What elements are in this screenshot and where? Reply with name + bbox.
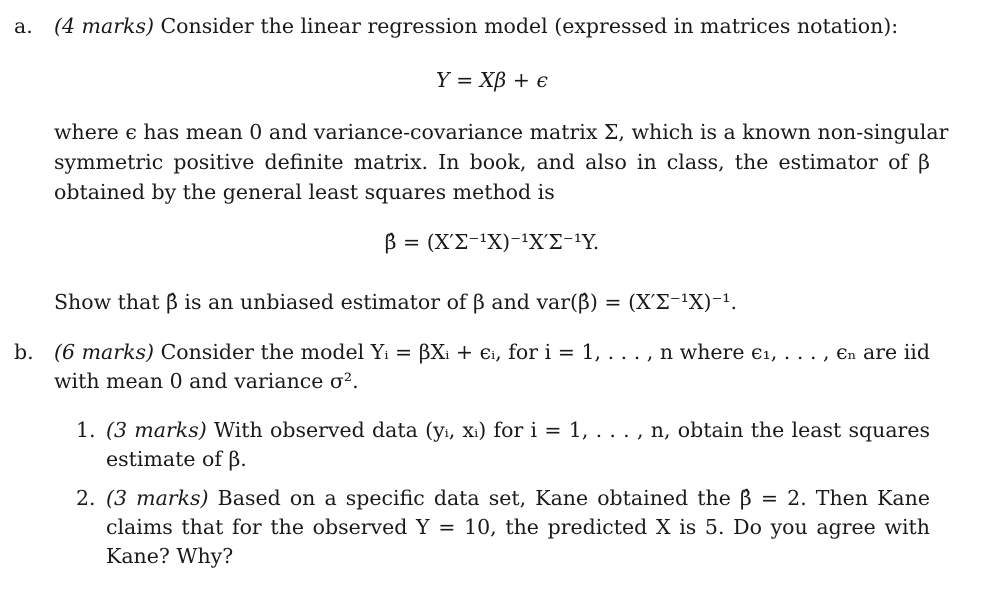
- item-2-text-1: Based on a specific data set, Kane obtained the β̂ = 2. Then Kane: [217, 486, 930, 510]
- item-2-line-2: claims that for the observed Y = 10, the predicted X is 5. Do you agree with: [106, 515, 930, 539]
- part-a-first-line: [54, 12, 898, 40]
- part-b-first-line: [54, 338, 930, 366]
- part-a-text-line-2: symmetric positive definite matrix. In book, and also in class, the estimator of β: [54, 150, 930, 174]
- item-1-marks: (3 marks): [106, 418, 207, 442]
- item-1-text-1: With observed data (yᵢ, xᵢ) for i = 1, . . . , n, obtain the least squares: [214, 418, 930, 442]
- part-b-text-line-2: with mean 0 and variance σ².: [54, 369, 359, 393]
- part-a-text-line-3: obtained by the general least squares method is: [54, 180, 555, 204]
- part-b-text-line-1: Consider the model Yᵢ = βXᵢ + ϵᵢ, for i = 1, . . . , n where ϵ₁, . . . , ϵₙ are iid: [160, 340, 930, 364]
- item-1-number: 1.: [76, 418, 96, 442]
- item-1-line-1: [106, 416, 930, 444]
- item-2-line-3: Kane? Why?: [106, 544, 234, 568]
- part-a-marks: (4 marks): [54, 14, 154, 38]
- item-2-line-1: [106, 484, 930, 512]
- part-a-show-statement: Show that β̂ is an unbiased estimator of β and var(β̂) = (X′Σ⁻¹X)⁻¹.: [54, 290, 738, 314]
- part-a-text-line-1: where ϵ has mean 0 and variance-covariance matrix Σ, which is a known non-singular: [54, 120, 949, 144]
- regression-model-equation: Y = Xβ + ϵ: [436, 68, 548, 92]
- part-b-marks: (6 marks): [54, 340, 155, 364]
- item-2-number: 2.: [76, 486, 96, 510]
- gls-estimator-equation: β̂ = (X′Σ⁻¹X)⁻¹X′Σ⁻¹Y.: [384, 230, 600, 254]
- item-1-line-2: estimate of β.: [106, 447, 247, 471]
- part-a-label: a.: [14, 14, 33, 38]
- part-b-label: b.: [14, 340, 34, 364]
- item-2-marks: (3 marks): [106, 486, 209, 510]
- part-a-intro: Consider the linear regression model (expressed in matrices notation):: [160, 14, 899, 38]
